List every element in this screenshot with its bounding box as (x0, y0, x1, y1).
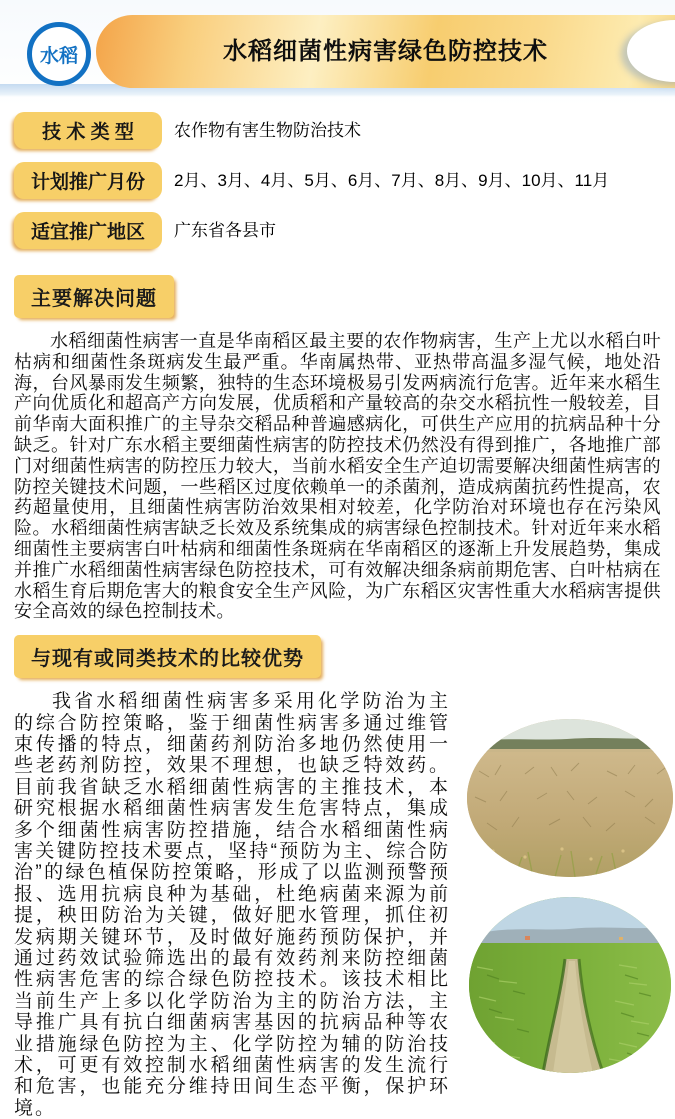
section-heading-main-problems: 主要解决问题 (14, 275, 174, 318)
advantages-text: 我省水稻细菌性病害多采用化学防治为主的综合防控策略，鉴于细菌性病害多通过维管束传播的特点，细菌药剂防治多地仍然使用一些老药剂防控，效果不理想，也缺乏特效药。目前我省缺乏水稻细菌性病害的主推技术，本研究根据水稻细菌性病害发生危害特点，集成多个细菌性病害防控措施，结合水稻细菌性病害关键防控技术要点，坚持“预防为主、综合防治”的绿色植保防控策略，形成了以监测预警预报、选用抗病良种为基础，杜绝病菌来源为前提，秧田防治为关键，做好肥水管理，抓住初发病期关键环节，及时做好施药预防保护，并通过药效试验筛选出的最有效药剂来防控细菌性病害危害的综合绿色防控技术。该技术相比当前生产上多以化学防治为主的防治方法，主导推广具有抗白细菌病害基因的抗病品种等农业措施绿色防控为主、化学防控为辅的防治技术，可更有效控制水稻细菌性病害的发生流行和危害，也能充分维持田间生态平衡，保护环境。 (14, 691, 450, 1119)
photo-column (464, 691, 675, 1073)
label-chip-promo-region: 适宜推广地区 (14, 212, 162, 249)
section-main-problems (0, 262, 675, 622)
main-problems-text: 水稻细菌性病害一直是华南稻区最主要的农作物病害，生产上尤以水稻白叶枯病和细菌性条斑病发生最严重。华南属热带、亚热带高温多湿气候，地处沿海，台风暴雨发生频繁，独特的生态环境极易引发两病流行危害。近年来水稻生产向优质化和超高产方向发展，优质稻和产量较高的杂交水稻抗性一般较差，目前华南大面积推广的主导杂交稻品种普遍感病化，可供生产应用的抗病品种十分缺乏。针对广东水稻主要细菌性病害的防控技术仍然没有得到推广，各地推广部门对细菌性病害的防控压力较大，当前水稻安全生产迫切需要解决细菌性病害的防控关键技术问题，一些稻区过度依赖单一的杀菌剂，造成病菌抗药性提高，农药超量使用，且细菌性病害防治效果相对较差，化学防治对环境也存在污染风险。水稻细菌性病害缺乏长效及系统集成的病害绿色控制技术。针对近年来水稻细菌性主要病害白叶枯病和细菌性条斑病在华南稻区的逐渐上升发展趋势，集成并推广水稻细菌性病害绿色防控技术，可有效解决细条病前期危害、白叶枯病在水稻生育后期危害大的粮食安全生产风险，为广东稻区灾害性重大水稻病害提供安全高效的绿色控制技术。 (14, 331, 661, 622)
green-rice-field-photo (469, 897, 671, 1073)
info-row-promo-region (14, 212, 661, 249)
label-chip-tech-type: 技 术 类 型 (14, 112, 162, 149)
value-tech-type: 农作物有害生物防治技术 (174, 120, 361, 140)
rice-badge-label: 水稻 (39, 45, 78, 67)
section-heading-advantages: 与现有或同类技术的比较优势 (14, 635, 321, 678)
info-rows (0, 112, 675, 249)
info-row-promo-months (14, 162, 661, 199)
info-row-tech-type (14, 112, 661, 149)
section-advantages (0, 622, 675, 1119)
rice-badge (27, 22, 91, 86)
advantages-content (0, 691, 675, 1119)
ripe-rice-field-photo (467, 719, 673, 877)
label-chip-promo-months: 计划推广月份 (14, 162, 162, 199)
page-title: 水稻细菌性病害绿色防控技术 (223, 38, 548, 65)
title-banner (96, 15, 675, 88)
value-promo-months: 2月、3月、4月、5月、6月、7月、8月、9月、10月、11月 (174, 170, 610, 190)
header (0, 0, 675, 108)
value-promo-region: 广东省各县市 (174, 220, 276, 240)
